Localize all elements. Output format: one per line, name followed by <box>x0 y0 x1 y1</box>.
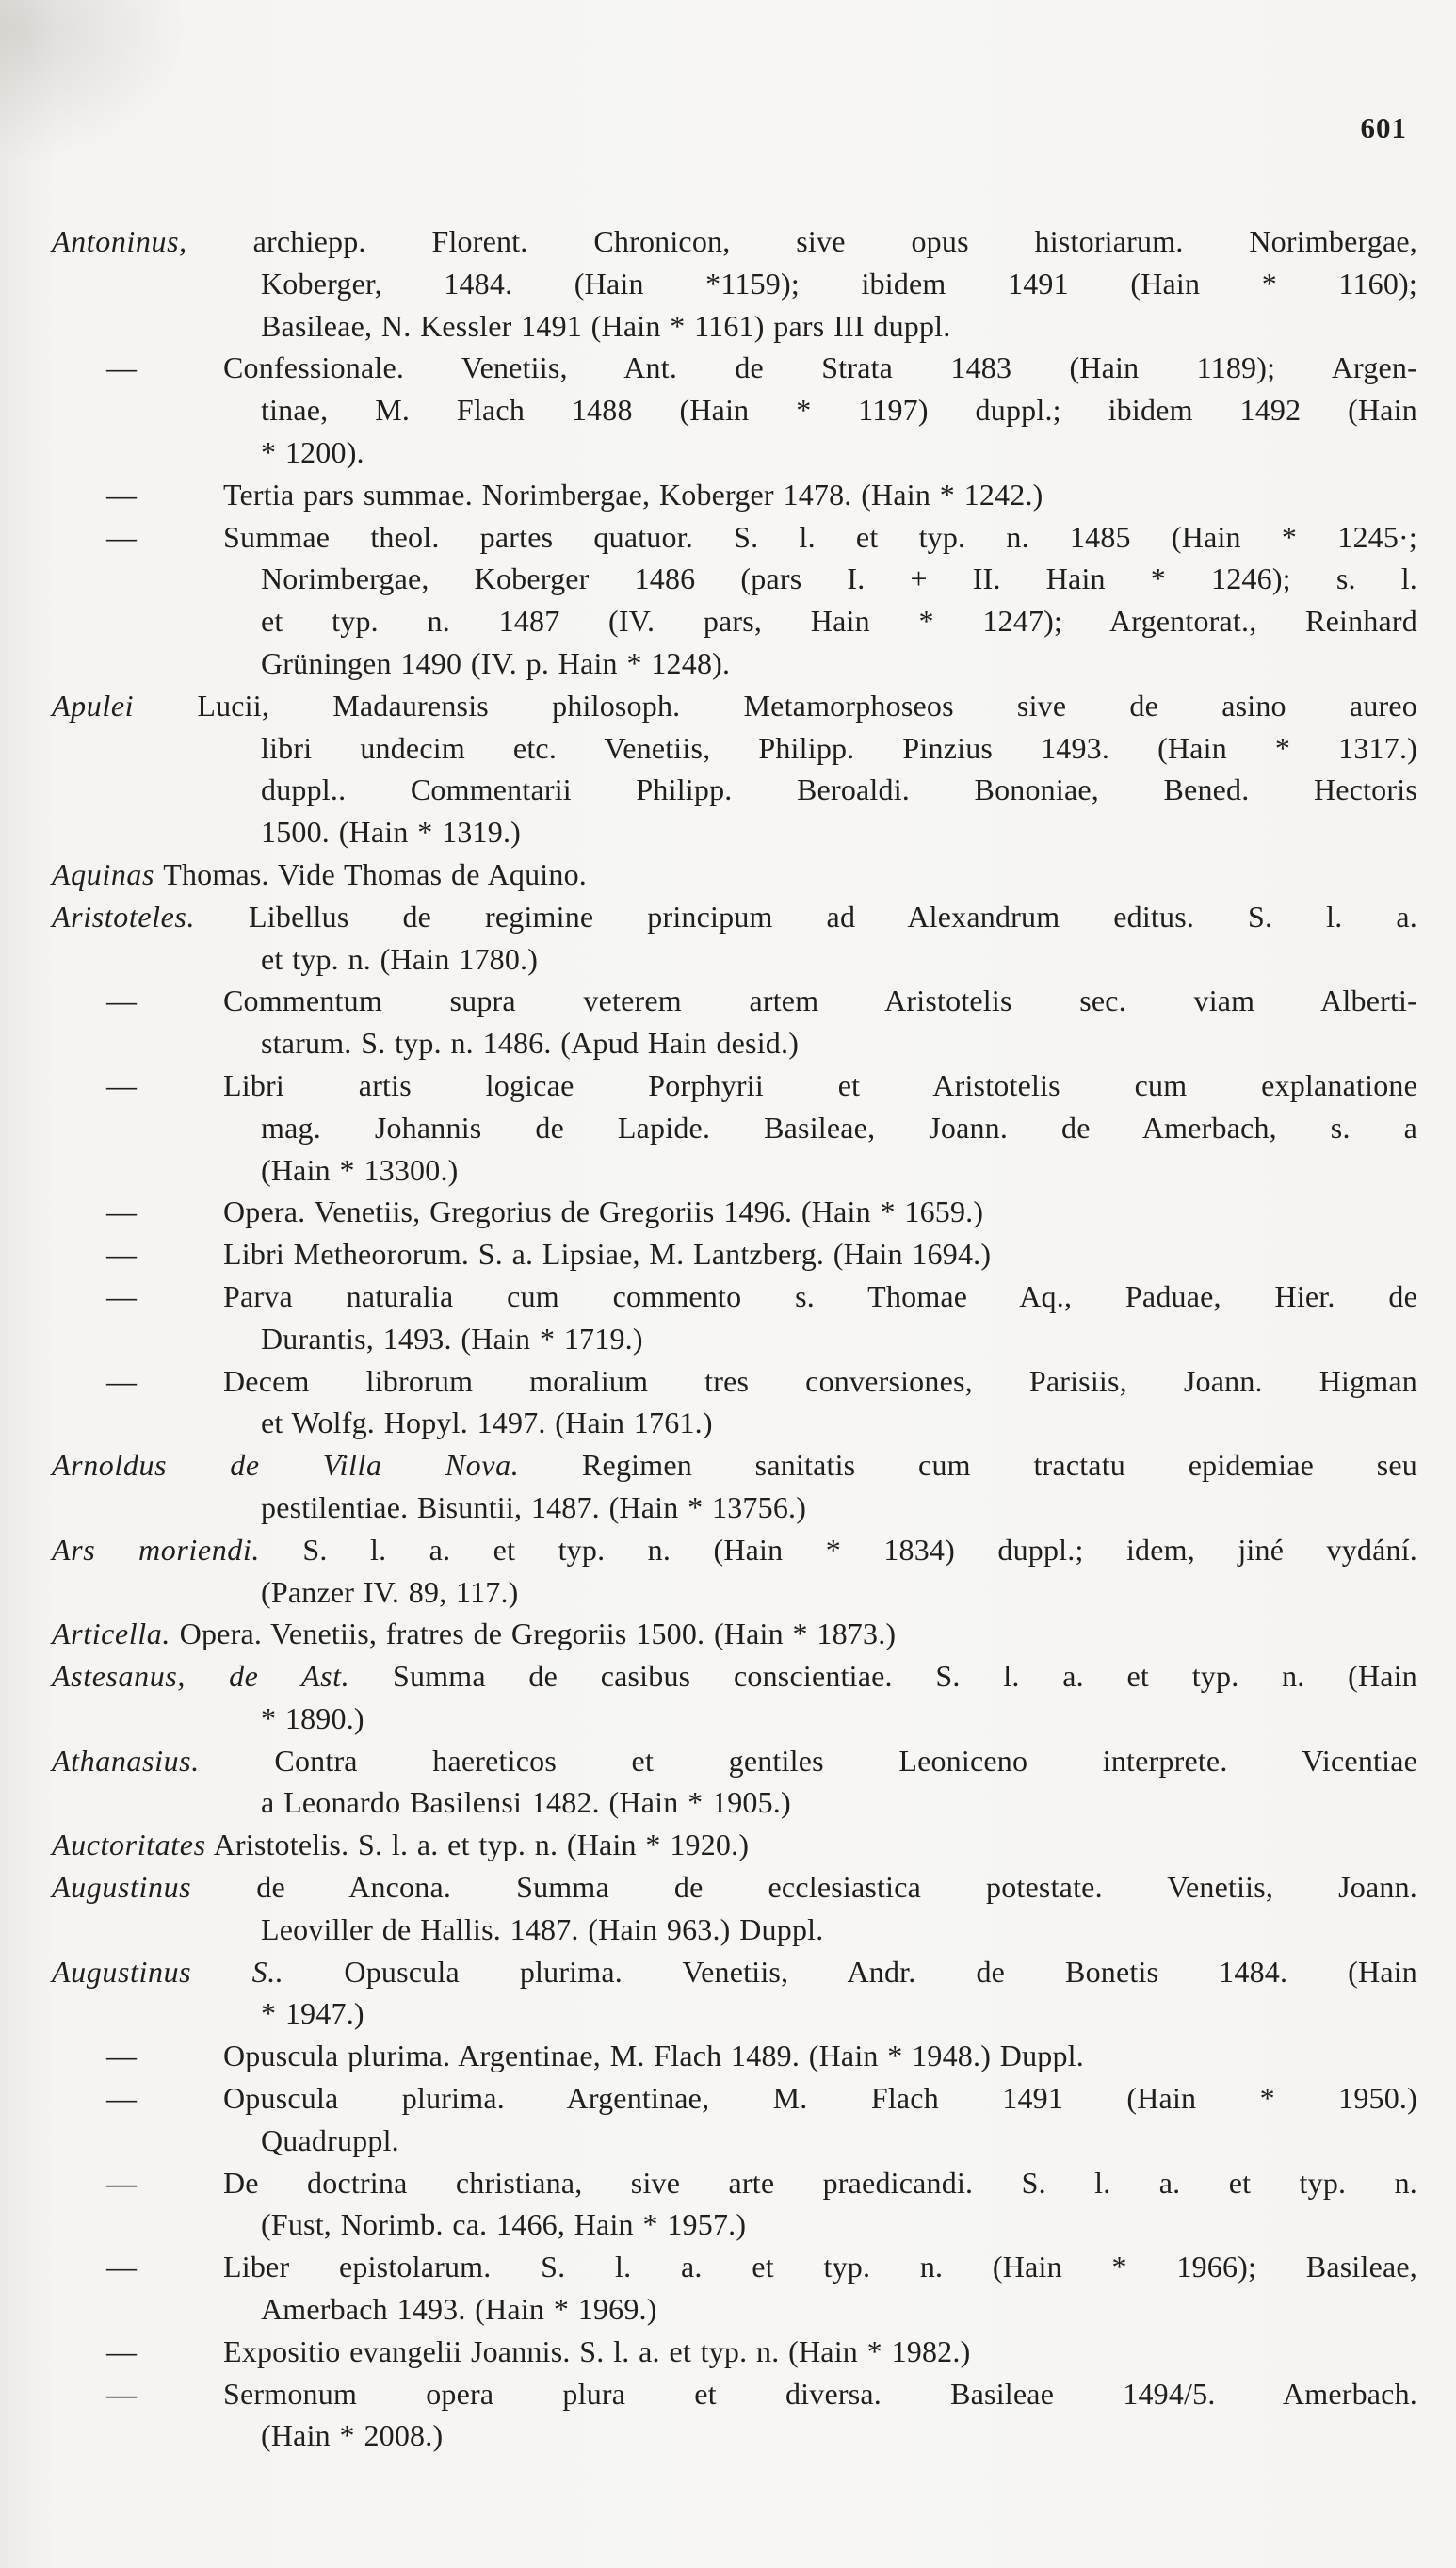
entry-line-text: Libri artis logicae Porphyrii et Aristotelis cum explanatione <box>223 1067 1417 1102</box>
entry <box>52 980 1417 1065</box>
dash-marker: — <box>106 1278 137 1313</box>
entry-line-text: Koberger, 1484. (Hain *1159); ibidem 1491 (Hain * 1160); <box>261 266 1417 301</box>
entry-line <box>52 1992 1417 2035</box>
entry-line <box>52 2288 1417 2331</box>
dash-marker: — <box>106 519 137 554</box>
dash-marker: — <box>106 2039 137 2073</box>
entry-line-text: S. l. a. et typ. n. (Hain * 1834) duppl.; idem, jiné vydání. <box>302 1532 1417 1567</box>
entry-line <box>52 1360 1417 1403</box>
entries-block <box>52 220 1417 2457</box>
dash-marker: — <box>106 2165 137 2200</box>
entry-headword: Athanasius. <box>52 1743 200 1778</box>
entry <box>52 685 1417 853</box>
entry-line <box>52 1613 1417 1655</box>
entry-line <box>52 2331 1417 2373</box>
entry <box>52 896 1417 981</box>
entry-headword: Arnoldus de Villa Nova. <box>52 1448 520 1483</box>
entry-line-text: Lucii, Madaurensis philosoph. Metamorphoseos sive de asino aureo <box>197 688 1417 723</box>
entry-line <box>52 980 1417 1022</box>
entry <box>52 1065 1417 1191</box>
entry-line <box>52 938 1417 981</box>
entry <box>52 1191 1417 1233</box>
entry-line <box>52 853 1417 896</box>
entry-line <box>52 1824 1417 1866</box>
entry-line-text: de Ancona. Summa de ecclesiastica potestate. Venetiis, Joann. <box>256 1870 1417 1905</box>
entry-line-text: et typ. n. (Hain 1780.) <box>261 941 539 976</box>
entry-line <box>52 727 1417 770</box>
page-number: 601 <box>1360 111 1407 144</box>
entry-line-text: Sermonum opera plura et diversa. Basileae 1494/5. Amerbach. <box>223 2376 1417 2411</box>
entry <box>52 2035 1417 2077</box>
entry <box>52 1444 1417 1529</box>
entry-line <box>52 220 1417 263</box>
entry-line <box>52 1276 1417 1318</box>
entry-line-text: (Panzer IV. 89, 117.) <box>261 1574 519 1609</box>
entry-line-text: Libellus de regimine principum ad Alexandrum editus. S. l. a. <box>249 899 1418 934</box>
entry-line-text: Grüningen 1490 (IV. p. Hain * 1248). <box>261 645 731 680</box>
entry-line-text: Opera. Venetiis, Gregorius de Gregoriis 1496. (Hain * 1659.) <box>223 1195 984 1229</box>
entry <box>52 2246 1417 2331</box>
entry <box>52 1276 1417 1360</box>
entry-line-text: Amerbach 1493. (Hain * 1969.) <box>261 2292 657 2327</box>
entry-line <box>52 1318 1417 1360</box>
entry-line-text: 1500. (Hain * 1319.) <box>261 815 522 850</box>
entry-line <box>52 2162 1417 2204</box>
entry-line-text: Opuscula plurima. Argentinae, M. Flach 1489. (Hain * 1948.) Duppl. <box>223 2039 1084 2073</box>
entry-line-text: Aristotelis. S. l. a. et typ. n. (Hain * 1920.) <box>213 1828 750 1862</box>
entry-line-text: Confessionale. Venetiis, Ant. de Strata 1483 (Hain 1189); Argen- <box>223 350 1417 385</box>
dash-marker: — <box>106 1363 137 1398</box>
entry <box>52 516 1417 685</box>
entry-line-text: (Hain * 2008.) <box>261 2418 444 2453</box>
entry-line <box>52 1571 1417 1614</box>
entry-line <box>52 389 1417 431</box>
entry-line <box>52 811 1417 853</box>
entry-line <box>52 2203 1417 2246</box>
entry-line-text: (Fust, Norimb. ca. 1466, Hain * 1957.) <box>261 2207 747 2242</box>
entry-line <box>52 1698 1417 1740</box>
entry <box>52 1360 1417 1445</box>
entry-line-text: Norimbergae, Koberger 1486 (pars I. + II. Hain * 1246); s. l. <box>261 561 1417 596</box>
entry-line-text: Libri Metheororum. S. a. Lipsiae, M. Lantzberg. (Hain 1694.) <box>223 1237 992 1272</box>
entry-headword: Augustinus <box>52 1870 192 1905</box>
entry-line-text: (Hain * 13300.) <box>261 1152 459 1187</box>
entry-headword: Aquinas <box>52 856 155 891</box>
entry-line <box>52 600 1417 642</box>
entry <box>52 220 1417 347</box>
dash-marker: — <box>106 1237 137 1272</box>
entry-line <box>52 431 1417 474</box>
entry-headword: Apulei <box>52 688 135 723</box>
entry-headword: Ars moriendi. <box>52 1532 260 1567</box>
entry <box>52 1529 1417 1614</box>
dash-marker: — <box>106 2333 137 2368</box>
entry-line <box>52 2120 1417 2162</box>
entry-line-text: Liber epistolarum. S. l. a. et typ. n. (Hain * 1966); Basileae, <box>223 2250 1417 2284</box>
entry-headword: Aristoteles. <box>52 899 196 934</box>
entry-line <box>52 896 1417 938</box>
dash-marker: — <box>106 477 137 512</box>
entry-line <box>52 1740 1417 1782</box>
entry-line <box>52 2414 1417 2457</box>
entry-line-text: Quadruppl. <box>261 2122 399 2157</box>
entry-line-text: Regimen sanitatis cum tractatu epidemiae seu <box>582 1448 1417 1483</box>
entry-line-text: Contra haereticos et gentiles Leoniceno interprete. Vicentiae <box>274 1743 1418 1778</box>
entry-line-text: Tertia pars summae. Norimbergae, Koberger 1478. (Hain * 1242.) <box>223 477 1043 512</box>
entry-line <box>52 1529 1417 1571</box>
entry-line <box>52 1866 1417 1909</box>
dash-marker: — <box>106 350 137 385</box>
entry-line-text: duppl.. Commentarii Philipp. Beroaldi. Bononiae, Bened. Hectoris <box>261 772 1417 807</box>
entry <box>52 2373 1417 2458</box>
entry <box>52 853 1417 896</box>
entry-line <box>52 1065 1417 1107</box>
entry <box>52 474 1417 516</box>
entry-line-text: Durantis, 1493. (Hain * 1719.) <box>261 1321 643 1356</box>
entry-line-text: Leoviller de Hallis. 1487. (Hain 963.) Duppl. <box>261 1911 824 1946</box>
entry-line <box>52 1951 1417 1993</box>
entry <box>52 1740 1417 1825</box>
entry-line <box>52 347 1417 389</box>
entry-headword: Antoninus, <box>52 224 187 258</box>
entry-line <box>52 685 1417 727</box>
entry-line <box>52 474 1417 516</box>
entry-line <box>52 1487 1417 1529</box>
entry-line <box>52 2077 1417 2120</box>
dash-marker: — <box>106 2250 137 2284</box>
entry <box>52 1613 1417 1655</box>
entry-line-text: Decem librorum moralium tres conversiones, Parisiis, Joann. Higman <box>223 1363 1417 1398</box>
entry <box>52 347 1417 473</box>
entry-line <box>52 1107 1417 1149</box>
entry-line <box>52 1233 1417 1276</box>
entry-line-text: a Leonardo Basilensi 1482. (Hain * 1905.) <box>261 1785 791 1820</box>
entry-line <box>52 516 1417 559</box>
entry-line <box>52 2035 1417 2077</box>
entry-line-text: Parva naturalia cum commento s. Thomae Aq., Paduae, Hier. de <box>223 1278 1417 1313</box>
entry-line-text: mag. Johannis de Lapide. Basileae, Joann. de Amerbach, s. a <box>261 1110 1417 1145</box>
entry <box>52 1866 1417 1951</box>
entry-line <box>52 305 1417 348</box>
dash-marker: — <box>106 2376 137 2411</box>
entry-line-text: * 1200). <box>261 434 364 469</box>
entry-line-text: Opuscula plurima. Argentinae, M. Flach 1491 (Hain * 1950.) <box>223 2081 1417 2116</box>
entry-line-text: et typ. n. 1487 (IV. pars, Hain * 1247); Argentorat., Reinhard <box>261 604 1417 639</box>
entry-line-text: archiepp. Florent. Chronicon, sive opus historiarum. Norimbergae, <box>252 224 1418 258</box>
entry-line-text: * 1947.) <box>261 1996 364 2031</box>
dash-marker: — <box>106 2081 137 2116</box>
entry-line-text: starum. S. typ. n. 1486. (Apud Hain desid.) <box>261 1026 800 1061</box>
entry-line <box>52 1191 1417 1233</box>
entry-headword: Articella. <box>52 1617 170 1651</box>
dash-marker: — <box>106 1067 137 1102</box>
entry-line-text: Commentum supra veterem artem Aristotelis sec. viam Alberti- <box>223 983 1417 1018</box>
entry-line <box>52 1444 1417 1487</box>
entry-line-text: Summae theol. partes quatuor. S. l. et typ. n. 1485 (Hain * 1245·; <box>223 519 1417 554</box>
entry <box>52 1824 1417 1866</box>
entry-line-text: Basileae, N. Kessler 1491 (Hain * 1161) pars III duppl. <box>261 308 951 343</box>
entry-headword: Augustinus S.. <box>52 1954 284 1989</box>
entry-line <box>52 1655 1417 1698</box>
entry-line-text: libri undecim etc. Venetiis, Philipp. Pinzius 1493. (Hain * 1317.) <box>261 730 1417 765</box>
entry-line <box>52 1909 1417 1951</box>
dash-marker: — <box>106 1195 137 1229</box>
entry-line <box>52 2373 1417 2415</box>
entry-line-text: pestilentiae. Bisuntii, 1487. (Hain * 13756.) <box>261 1489 807 1524</box>
entry-line-text: Opera. Venetiis, fratres de Gregoriis 1500. (Hain * 1873.) <box>179 1617 897 1651</box>
entry-line-text: Opuscula plurima. Venetiis, Andr. de Bonetis 1484. (Hain <box>344 1954 1418 1989</box>
entry <box>52 2077 1417 2162</box>
entry-line <box>52 558 1417 600</box>
entry-line-text: De doctrina christiana, sive arte praedicandi. S. l. a. et typ. n. <box>223 2165 1417 2200</box>
entry-line <box>52 2246 1417 2288</box>
entry-line-text: Summa de casibus conscientiae. S. l. a. et typ. n. (Hain <box>392 1659 1418 1694</box>
entry-line <box>52 642 1417 685</box>
entry-line-text: tinae, M. Flach 1488 (Hain * 1197) duppl.; ibidem 1492 (Hain <box>261 393 1417 428</box>
entry-line <box>52 1149 1417 1192</box>
entry-line-text: Expositio evangelii Joannis. S. l. a. et typ. n. (Hain * 1982.) <box>223 2333 971 2368</box>
entry-line <box>52 263 1417 305</box>
entry-line-text: * 1890.) <box>261 1700 364 1735</box>
entry-line <box>52 769 1417 811</box>
entry-line-text: Thomas. Vide Thomas de Aquino. <box>163 856 587 891</box>
entry-line <box>52 1781 1417 1824</box>
entry <box>52 2331 1417 2373</box>
entry <box>52 1951 1417 2036</box>
entry <box>52 1233 1417 1276</box>
entry-line-text: et Wolfg. Hopyl. 1497. (Hain 1761.) <box>261 1406 713 1440</box>
entry-headword: Auctoritates <box>52 1828 206 1862</box>
entry-line <box>52 1402 1417 1444</box>
entry-line <box>52 1022 1417 1065</box>
entry-headword: Astesanus, de Ast. <box>52 1659 350 1694</box>
dash-marker: — <box>106 983 137 1018</box>
entry <box>52 1655 1417 1740</box>
entry <box>52 2162 1417 2247</box>
